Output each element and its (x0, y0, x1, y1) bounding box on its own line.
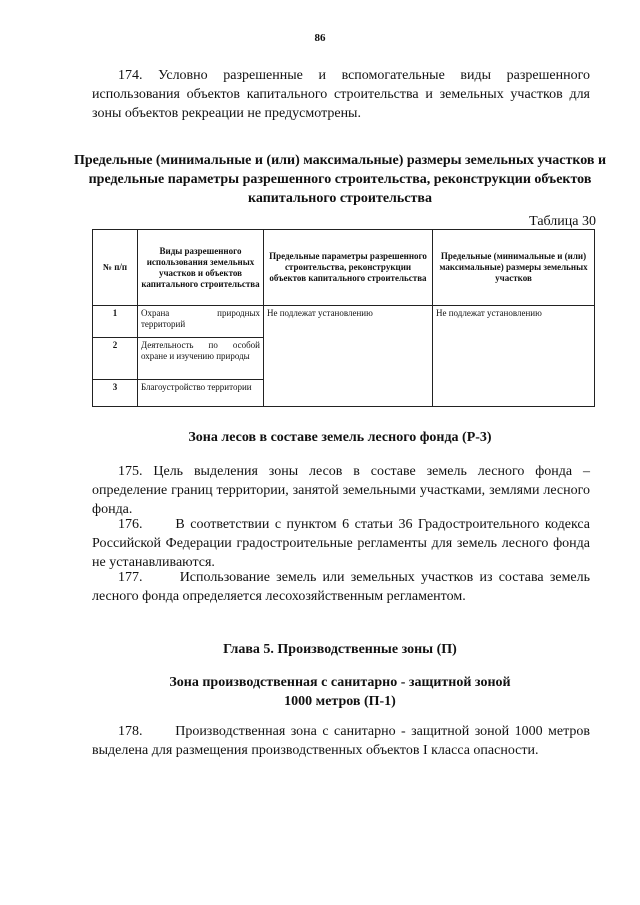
row-number: 1 (93, 306, 138, 338)
row-use: Охрана природных территорий (138, 306, 264, 338)
paragraph-text: Условно разрешенные и вспомогательные виды разрешенного использования объектов капитального строительства и земельных участков для зоны объектов рекреации не предусмотрены. (92, 68, 591, 121)
paragraph-number: 176. (118, 517, 143, 532)
paragraph-177 (92, 568, 590, 606)
table-caption: Таблица 30 (529, 214, 596, 229)
paragraph-text: Производственная зона с санитарно - защитной зоной 1000 метров выделена для размещения производственных объектов I класса опасности. (92, 724, 591, 758)
header-use: Виды разрешенного использования земельных участков и объектов капитального строительства (138, 230, 264, 306)
row-use: Деятельность по особой охране и изучению природы (138, 338, 264, 380)
paragraph-176 (92, 515, 590, 572)
table-row (93, 306, 595, 338)
paragraph-text: В соответствии с пунктом 6 статьи 36 Градостроительного кодекса Российской Федерации градостроительные регламенты для земель лесного фонда не устанавливаются. (92, 517, 590, 570)
header-num: № п/п (93, 230, 138, 306)
limits-heading: Предельные (минимальные и (или) максимальные) размеры земельных участков и предельные параметры разрешенного строительства, реконструкции объектов капитального строительства (73, 153, 607, 206)
paragraph-number: 174. (118, 68, 143, 83)
sizes-value: Не подлежат установлению (433, 306, 595, 407)
paragraph-178 (92, 722, 590, 760)
row-use: Благоустройство территории (138, 380, 264, 407)
paragraph-text: Цель выделения зоны лесов в составе земель лесного фонда – определение границ территории, занятой земельными участками, землями лесного фонда. (92, 464, 590, 517)
table-header-row (93, 230, 595, 306)
paragraph-text: Использование земель или земельных участков из состава земель лесного фонда определяется лесохозяйственным регламентом. (92, 570, 591, 604)
forest-zone-heading: Зона лесов в составе земель лесного фонда (Р-3) (188, 430, 492, 445)
production-zone-heading (60, 673, 620, 711)
production-zone-heading-line2: 1000 метров (П-1) (284, 694, 396, 709)
paragraph-number: 178. (118, 724, 143, 739)
regulations-table (92, 229, 595, 407)
header-sizes: Предельные (минимальные и (или) максимальные) размеры земельных участков (433, 230, 595, 306)
paragraph-number: 175. (118, 464, 143, 479)
row-number: 2 (93, 338, 138, 380)
paragraph-174 (92, 66, 590, 123)
params-value: Не подлежат установлению (264, 306, 433, 407)
production-zone-heading-line1: Зона производственная с санитарно - защитной зоной (169, 675, 511, 690)
row-number: 3 (93, 380, 138, 407)
chapter-heading: Глава 5. Производственные зоны (П) (223, 642, 457, 657)
paragraph-175 (92, 462, 590, 519)
page-number: 86 (314, 32, 326, 44)
paragraph-number: 177. (118, 570, 143, 585)
header-params: Предельные параметры разрешенного строительства, реконструкции объектов капитального строительства (264, 230, 433, 306)
